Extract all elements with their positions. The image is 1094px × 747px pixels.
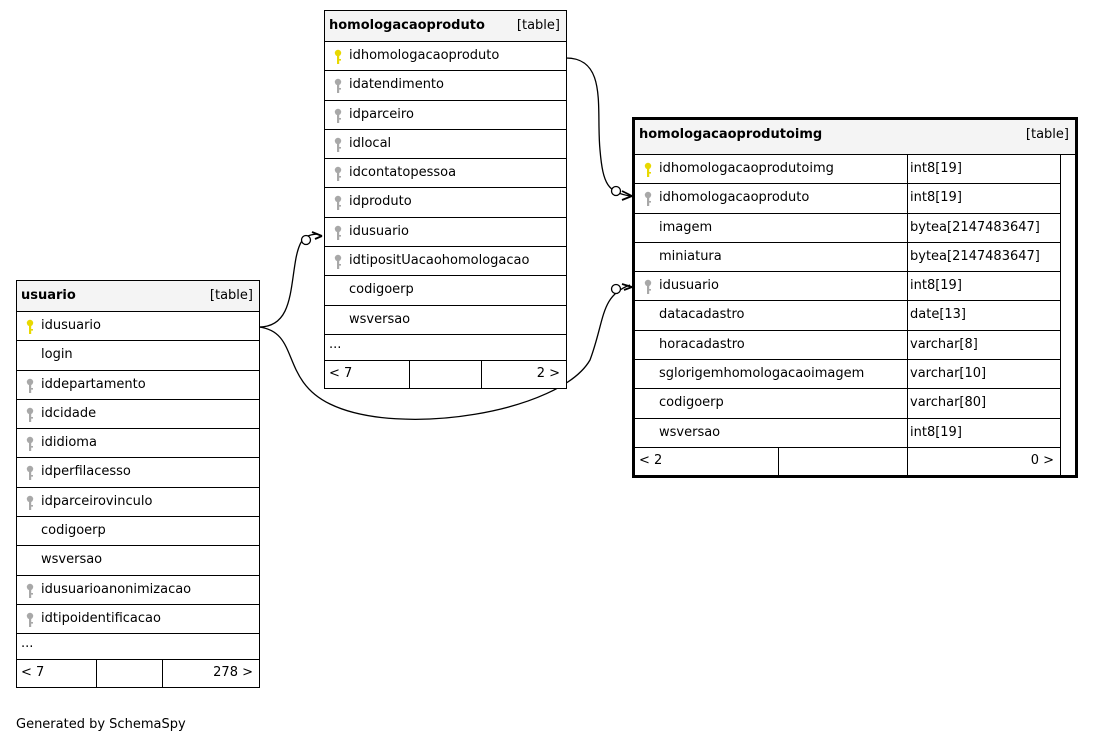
column-type: varchar[8]	[907, 331, 1059, 359]
column-row[interactable]	[635, 419, 1060, 448]
column-row[interactable]	[17, 517, 259, 546]
column-row[interactable]	[17, 546, 259, 575]
column-name: idlocal	[349, 135, 392, 151]
table-header	[17, 281, 259, 312]
foreign-key-icon	[333, 195, 343, 211]
foreign-key-icon	[25, 436, 35, 452]
column-row[interactable]	[325, 130, 566, 159]
table-kind: [table]	[516, 18, 560, 33]
column-row[interactable]	[325, 101, 566, 130]
column-name: idhomologacaoprodutoimg	[659, 161, 834, 176]
column-name: wsversao	[41, 552, 103, 568]
parents-count[interactable]: < 7	[329, 365, 353, 381]
crowfoot-marker	[312, 232, 322, 239]
column-row[interactable]	[635, 360, 1060, 389]
primary-key-icon	[643, 162, 653, 178]
column-row[interactable]	[17, 312, 259, 341]
fk-optional-marker	[612, 187, 621, 196]
column-name: imagem	[659, 219, 713, 235]
column-row[interactable]	[17, 371, 259, 400]
column-type: bytea[2147483647]	[907, 214, 1059, 242]
foreign-key-icon	[333, 225, 343, 241]
table-header	[635, 120, 1075, 155]
column-row[interactable]	[325, 42, 566, 71]
column-name: idtipoidentificacao	[41, 610, 161, 626]
column-name: wsversao	[349, 311, 411, 327]
column-name: login	[41, 347, 73, 363]
column-name: ididioma	[41, 435, 97, 451]
primary-key-icon	[333, 49, 343, 65]
column-row[interactable]	[17, 488, 259, 517]
table-name: homologacaoproduto	[329, 18, 485, 33]
column-name: idusuarioanonimizacao	[41, 581, 192, 597]
column-row[interactable]	[635, 184, 1060, 213]
foreign-key-icon	[25, 612, 35, 628]
column-row[interactable]	[325, 218, 566, 247]
foreign-key-icon	[333, 166, 343, 182]
column-type: date[13]	[907, 301, 1059, 329]
foreign-key-icon	[643, 191, 653, 207]
column-row[interactable]	[325, 159, 566, 188]
foreign-key-icon	[25, 378, 35, 394]
column-name: miniatura	[659, 248, 722, 264]
table-kind: [table]	[209, 288, 253, 303]
column-type: bytea[2147483647]	[907, 243, 1059, 271]
column-row[interactable]	[325, 188, 566, 217]
parents-count[interactable]: < 7	[21, 665, 45, 681]
table-footer	[325, 361, 566, 388]
column-row[interactable]	[17, 576, 259, 605]
column-row[interactable]	[635, 243, 1060, 272]
table-homologacaoproduto[interactable]	[324, 10, 567, 389]
fk-optional-marker	[302, 236, 311, 245]
column-name: idparceirovinculo	[41, 493, 153, 509]
column-row[interactable]	[635, 272, 1060, 301]
table-footer	[635, 448, 1060, 475]
crowfoot-marker	[622, 284, 632, 290]
column-row[interactable]	[635, 214, 1060, 243]
column-row[interactable]	[325, 276, 566, 305]
column-type: int8[19]	[907, 419, 1059, 447]
column-row[interactable]	[17, 458, 259, 487]
column-row[interactable]	[325, 71, 566, 100]
column-name: idusuario	[659, 278, 719, 294]
column-name: idhomologacaoproduto	[349, 48, 500, 63]
generated-by-label: Generated by SchemaSpy	[16, 717, 186, 732]
column-row[interactable]	[17, 429, 259, 458]
table-usuario[interactable]	[16, 280, 260, 688]
table-name: homologacaoprodutoimg	[639, 127, 823, 142]
fk-line-produto-to-usuario	[259, 234, 318, 327]
column-name: idproduto	[349, 194, 412, 210]
column-name: sglorigemhomologacaoimagem	[659, 366, 865, 382]
column-name: datacadastro	[659, 307, 745, 323]
foreign-key-icon	[25, 407, 35, 423]
column-name: idusuario	[41, 318, 101, 333]
column-name: codigoerp	[659, 395, 724, 411]
primary-key-icon	[25, 319, 35, 335]
children-count[interactable]: 278 >	[213, 665, 253, 681]
column-name: idatendimento	[349, 77, 444, 93]
table-footer	[17, 660, 259, 687]
children-count[interactable]: 2 >	[536, 365, 560, 381]
column-row[interactable]	[17, 605, 259, 634]
column-type: int8[19]	[907, 272, 1059, 300]
column-row[interactable]	[635, 331, 1060, 360]
column-name: idcontatopessoa	[349, 165, 457, 181]
table-kind: [table]	[1025, 127, 1069, 142]
column-row[interactable]	[635, 389, 1060, 418]
column-type: varchar[10]	[907, 360, 1059, 388]
table-homologacaoprodutoimg[interactable]	[632, 117, 1078, 478]
column-row[interactable]	[325, 247, 566, 276]
column-row[interactable]	[17, 341, 259, 370]
column-name: idusuario	[349, 223, 409, 239]
foreign-key-icon	[333, 78, 343, 94]
column-name: idparceiro	[349, 106, 414, 122]
column-name: iddepartamento	[41, 376, 146, 392]
column-row[interactable]	[17, 400, 259, 429]
foreign-key-icon	[333, 108, 343, 124]
foreign-key-icon	[333, 254, 343, 270]
column-row[interactable]	[635, 301, 1060, 330]
foreign-key-icon	[333, 137, 343, 153]
column-name: idtipositUacaohomologacao	[349, 253, 530, 269]
children-count[interactable]: 0 >	[1030, 452, 1054, 468]
column-name: wsversao	[659, 424, 721, 440]
column-name: idcidade	[41, 405, 97, 421]
foreign-key-icon	[25, 583, 35, 599]
column-type: int8[19]	[907, 184, 1059, 212]
foreign-key-icon	[25, 465, 35, 481]
column-name: horacadastro	[659, 336, 745, 352]
foreign-key-icon	[25, 495, 35, 511]
fk-line-img-to-produto	[566, 58, 630, 196]
more-columns: ...	[17, 634, 259, 660]
column-name: idhomologacaoproduto	[659, 190, 810, 206]
column-name: codigoerp	[349, 282, 414, 298]
parents-count[interactable]: < 2	[639, 452, 663, 468]
more-columns: ...	[325, 335, 566, 361]
column-name: codigoerp	[41, 523, 106, 539]
column-type: int8[19]	[907, 155, 1059, 183]
column-type: varchar[80]	[907, 389, 1059, 417]
table-name: usuario	[21, 288, 76, 303]
column-row[interactable]	[635, 155, 1060, 184]
foreign-key-icon	[643, 279, 653, 295]
table-header	[325, 11, 566, 42]
fk-optional-marker	[612, 285, 621, 294]
column-row[interactable]	[325, 306, 566, 335]
column-name: idperfilacesso	[41, 464, 131, 480]
